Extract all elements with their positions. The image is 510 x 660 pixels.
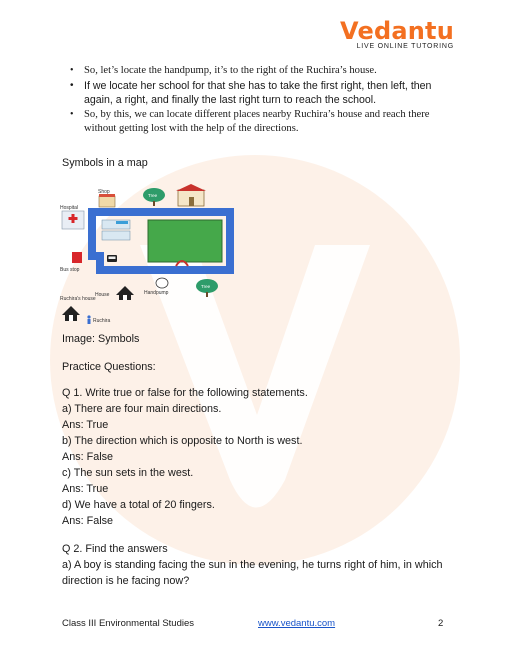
map-label-ruchira: Ruchira (93, 318, 111, 324)
logo-wordmark: Vedantu (340, 17, 454, 45)
q1-answer-b: Ans: False (62, 451, 114, 463)
map-label-ruchiras-house (60, 296, 96, 302)
symbols-map (58, 182, 238, 332)
footer-website-link[interactable]: www.vedantu.com (258, 618, 336, 629)
vedantu-logo (340, 18, 454, 50)
q2-part-a-line1: a) A boy is standing facing the sun in the evening, he turns right of him, in which (62, 559, 443, 571)
road-right-vertical (226, 208, 234, 274)
school-icon (176, 184, 206, 206)
house-icon (116, 286, 134, 300)
footer-page-number: 2 (438, 618, 444, 629)
q2-part-a-line2: direction is he facing now? (62, 575, 190, 587)
q1-answer-c: Ans: True (62, 483, 109, 495)
question-1: Q 1. Write true or false for the following statements. (62, 387, 308, 399)
bullet-list (70, 64, 456, 137)
q1-statement-c: c) The sun sets in the west. (62, 467, 194, 479)
bullet-item: • So, by this, we can locate different places nearby Ruchira’s house and reach there without getting lost with the help of the directions. (70, 108, 456, 136)
q1-statement-d: d) We have a total of 20 fingers. (62, 499, 215, 511)
ruchiras-house-icon (62, 306, 80, 321)
map-label-ruchiras-house-text: Ruchira's house (60, 296, 96, 302)
footer-course: Class III Environmental Studies (62, 618, 195, 629)
map-label-tree: Tree (201, 284, 211, 289)
bus-icon (107, 255, 117, 262)
road-top (88, 208, 234, 216)
building-icon (102, 220, 130, 240)
person-icon (87, 315, 90, 324)
bullet-item: • If we locate her school for that she has to take the first right, then left, then again, a right, and finally the last right turn to reach the school. (70, 79, 456, 107)
q1-answer-a: Ans: True (62, 419, 109, 431)
bus-stop-icon (72, 252, 82, 263)
q1-statement-b: b) The direction which is opposite to North is west. (62, 435, 303, 447)
q1-answer-d: Ans: False (62, 515, 114, 527)
map-label-house: House (95, 292, 110, 298)
shop-icon (99, 194, 115, 207)
handpump-icon (156, 278, 168, 288)
road-bottom (96, 266, 234, 274)
image-caption: Image: Symbols (62, 333, 140, 345)
q1-statement-a: a) There are four main directions. (62, 403, 222, 415)
hospital-icon (62, 211, 84, 229)
practice-heading: Practice Questions: (62, 361, 156, 373)
map-label-hospital: Hospital (60, 205, 79, 211)
playground-field (148, 220, 222, 262)
map-label-bus-stop: Bus stop (60, 267, 80, 273)
map-label-handpump: Handpump (144, 290, 169, 296)
logo-tagline: LIVE ONLINE TUTORING (356, 43, 454, 50)
map-label-tree: Tree (148, 193, 158, 198)
bullet-item: • So, let’s locate the handpump, it’s to the right of the Ruchira’s house. (70, 64, 456, 78)
section-title: Symbols in a map (62, 157, 148, 169)
map-label-shop: Shop (98, 189, 110, 195)
question-2: Q 2. Find the answers (62, 543, 168, 555)
